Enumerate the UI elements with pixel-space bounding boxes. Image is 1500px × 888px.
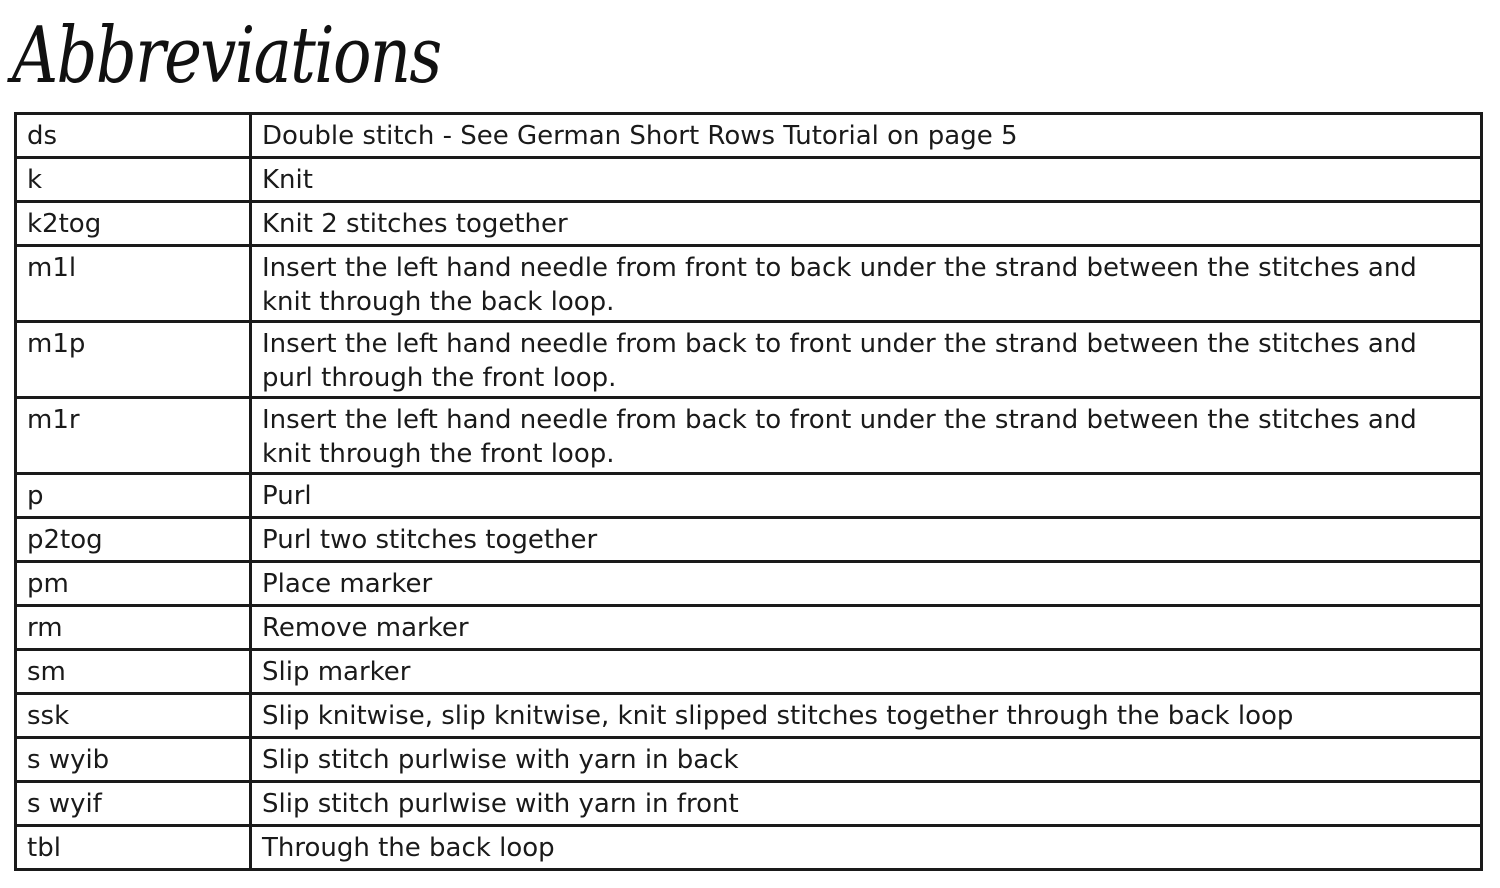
abbreviations-table [14,112,1483,871]
table-row [16,738,1482,782]
table-row [16,246,1482,322]
abbreviation-definition: Remove marker [251,606,1482,650]
table-row [16,158,1482,202]
abbreviation-term: k2tog [16,202,251,246]
abbreviation-term: m1p [16,322,251,398]
abbreviation-term: rm [16,606,251,650]
abbreviation-definition: Purl two stitches together [251,518,1482,562]
table-row [16,202,1482,246]
abbreviation-definition: Double stitch - See German Short Rows Tutorial on page 5 [251,114,1482,158]
abbreviation-term: s wyib [16,738,251,782]
abbreviation-term: ssk [16,694,251,738]
table-row [16,398,1482,474]
abbreviation-definition: Insert the left hand needle from back to front under the strand between the stitches and purl through the front loop. [251,322,1482,398]
abbreviation-term: m1r [16,398,251,474]
abbreviation-definition: Purl [251,474,1482,518]
abbreviation-term: ds [16,114,251,158]
abbreviation-term: s wyif [16,782,251,826]
abbreviation-term: pm [16,562,251,606]
table-row [16,694,1482,738]
abbreviation-definition: Slip knitwise, slip knitwise, knit slipped stitches together through the back loop [251,694,1482,738]
table-row [16,782,1482,826]
abbreviation-definition: Slip stitch purlwise with yarn in back [251,738,1482,782]
table-row [16,650,1482,694]
table-row [16,474,1482,518]
abbreviation-definition: Slip marker [251,650,1482,694]
abbreviation-definition: Place marker [251,562,1482,606]
abbreviation-term: p2tog [16,518,251,562]
abbreviation-term: tbl [16,826,251,870]
table-row [16,606,1482,650]
abbreviation-term: m1l [16,246,251,322]
table-row [16,518,1482,562]
abbreviation-definition: Insert the left hand needle from back to front under the strand between the stitches and knit through the front loop. [251,398,1482,474]
abbreviation-term: sm [16,650,251,694]
table-row [16,562,1482,606]
abbreviation-definition: Knit [251,158,1482,202]
table-row [16,322,1482,398]
table-row [16,114,1482,158]
abbreviation-term: k [16,158,251,202]
abbreviation-definition: Knit 2 stitches together [251,202,1482,246]
abbreviation-definition: Through the back loop [251,826,1482,870]
abbreviation-definition: Slip stitch purlwise with yarn in front [251,782,1482,826]
page-title: Abbreviations [12,11,441,101]
abbreviation-definition: Insert the left hand needle from front to back under the strand between the stitches and knit through the back loop. [251,246,1482,322]
abbreviation-term: p [16,474,251,518]
table-row [16,826,1482,870]
